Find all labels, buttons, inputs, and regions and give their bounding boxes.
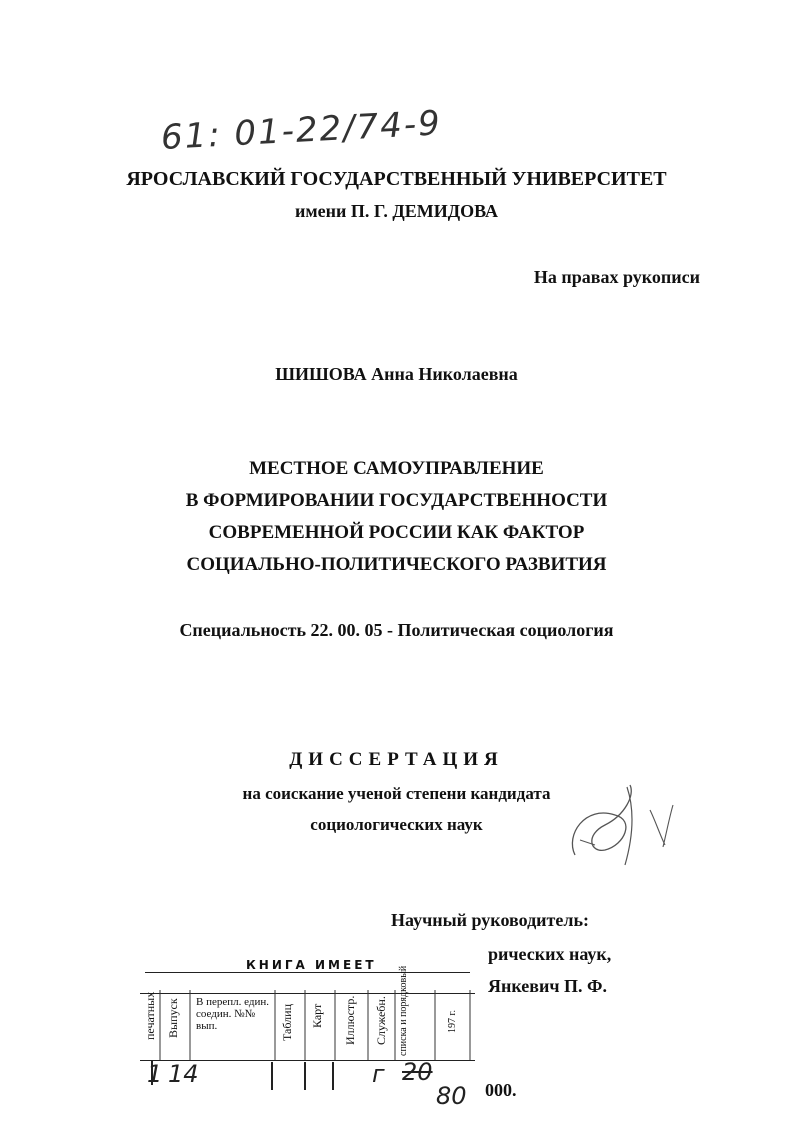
- stamp-top-line: [145, 972, 470, 973]
- handwritten-mark: 20: [402, 1058, 433, 1086]
- supervisor-label: Научный руководитель:: [391, 910, 589, 930]
- stamp-column: Выпуск: [166, 998, 180, 1038]
- stamp-column: Служебн.: [374, 996, 388, 1045]
- handwritten-mark: 1: [147, 1060, 163, 1088]
- specialty: Специальность 22. 00. 05 - Политическая социология: [179, 620, 614, 640]
- handwritten-mark: 14: [168, 1060, 199, 1088]
- dissertation-title-line: СОЦИАЛЬНО-ПОЛИТИЧЕСКОГО РАЗВИТИЯ: [186, 554, 607, 575]
- author-name: ШИШОВА Анна Николаевна: [275, 364, 518, 384]
- handwritten-mark: 80: [436, 1082, 467, 1110]
- dissertation-title-line: МЕСТНОЕ САМОУПРАВЛЕНИЕ: [249, 458, 544, 479]
- stamp-column: списка и порядковый: [398, 965, 409, 1056]
- university-named-after: имени П. Г. ДЕМИДОВА: [295, 201, 498, 221]
- stamp-column: печатных: [143, 992, 157, 1041]
- stamp-column: 197 г.: [447, 1010, 458, 1033]
- manuscript-rights: На правах рукописи: [533, 267, 700, 287]
- dissertation-title-line: В ФОРМИРОВАНИИ ГОСУДАРСТВЕННОСТИ: [185, 490, 608, 511]
- year: 000.: [485, 1080, 517, 1100]
- university-name: ЯРОСЛАВСКИЙ ГОСУДАРСТВЕННЫЙ УНИВЕРСИТЕТ: [126, 168, 667, 190]
- signature: [555, 775, 695, 885]
- archive-number-handwritten: 61: 01-22/74-9: [160, 103, 443, 158]
- degree-line-2: социологических наук: [310, 815, 483, 834]
- stamp-column: Карт: [310, 1004, 324, 1029]
- dissertation-title-line: СОВРЕМЕННОЙ РОССИИ КАК ФАКТОР: [208, 522, 585, 543]
- stamp-column: В перепл. един. соедин. №№ вып.: [196, 996, 269, 1032]
- supervisor-degree: рических наук,: [488, 944, 612, 964]
- stamp-column: Иллюстр.: [343, 996, 357, 1046]
- stamp-column: Таблиц: [280, 1004, 294, 1041]
- degree-line-1: на соискание ученой степени кандидата: [242, 784, 551, 803]
- stamp-title: КНИГА ИМЕЕТ: [246, 958, 377, 972]
- document-type: ДИССЕРТАЦИЯ: [289, 749, 504, 770]
- handwritten-mark: г: [372, 1060, 385, 1088]
- supervisor-name: Янкевич П. Ф.: [488, 976, 607, 996]
